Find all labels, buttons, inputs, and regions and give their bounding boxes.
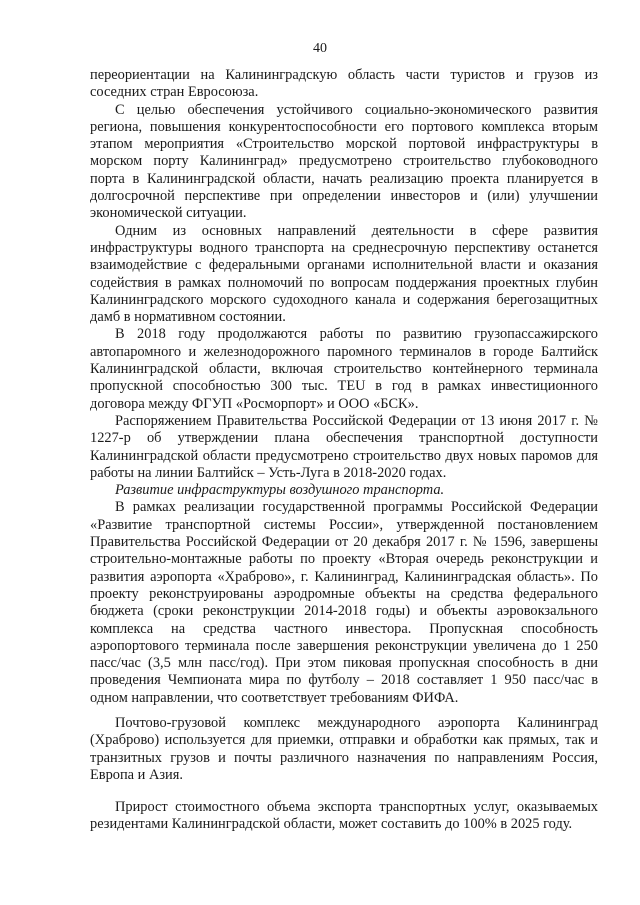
page-number: 40	[313, 41, 327, 56]
paragraph-cargo-complex: Почтово-грузовой комплекс международного аэропорта Калининград (Храброво) используется для приемки, отправки и обработки как прямых, так и транзитных грузов и почты различного назначения по направлениям Россия, Европа и Азия.	[90, 714, 598, 783]
paragraph-continuation: переориентации на Калининградскую область части туристов и грузов из соседних стран Евросоюза.	[90, 67, 598, 101]
paragraph-khrabrovo-airport: В рамках реализации государственной программы Российской Федерации «Развитие транспортной системы России», утвержденной постановлением Правительства Российской Федерации от 20 декабря 2017 г. № 1596, завершены строительно-монтажные работы по проекту «Вторая очередь реконструкции и развития аэропорта «Храброво», г. Калининград, Калининградская область». По проекту реконструированы аэродромные объекты на средства федерального бюджета (сроки реконструкции 2014-2018 годы) и объекты аэровокзального комплекса на средства частного инвестора. Пропускная способность аэропортового терминала после завершения реконструкции увеличена до 1 250 пасс/час (3,5 млн пасс/год). При этом пиковая пропускная способность в дни проведения Чемпионата мира по футболу – 2018 составляет 1 950 пасс/час в одном направлении, что соответствует требованиям ФИФА.	[90, 499, 598, 706]
paragraph-water-transport-infrastructure: Одним из основных направлений деятельности в сфере развития инфраструктуры водного транспорта на среднесрочную перспективу останется взаимодействие с федеральными органами исполнительной власти и оказания содействия в рамках полномочий по вопросам поддержания проектных глубин Калининградского морского судоходного канала и содержания берегозащитных дамб в нормативном состоянии.	[90, 222, 598, 326]
section-heading-air-transport: Развитие инфраструктуры воздушного транспорта.	[115, 482, 445, 499]
paragraph-export-growth: Прирост стоимостного объема экспорта транспортных услуг, оказываемых резидентами Калининградской области, может составить до 100% в 2025 году.	[90, 799, 598, 833]
paragraph-baltiysk-ferry-terminals: В 2018 году продолжаются работы по развитию грузопассажирского автопаромного и железнодорожного паромного терминалов в городе Балтийск Калининградской области, включая строительство контейнерного терминала пропускной способностью 300 тыс. TEU в год в рамках инвестиционного договора между ФГУП «Росморпорт» и ООО «БСК».	[90, 326, 598, 412]
paragraph-government-order-ferries: Распоряжением Правительства Российской Федерации от 13 июня 2017 г. № 1227-р об утверждении плана обеспечения транспортной доступности Калининградской области предусмотрено строительство двух новых паромов для работы на линии Балтийск – Усть-Луга в 2018-2020 годах.	[90, 412, 598, 481]
document-body	[90, 67, 598, 834]
paragraph-deep-water-port: С целью обеспечения устойчивого социально-экономического развития региона, повышения конкурентоспособности его портового комплекса вторым этапом мероприятия «Строительство морской портовой инфраструктуры в морском порту Калининград» предусмотрено строительство глубоководного порта в Калининградской области, начать реализацию проекта планируется в долгосрочной перспективе при определении инвесторов и (или) улучшении экономической ситуации.	[90, 101, 598, 222]
